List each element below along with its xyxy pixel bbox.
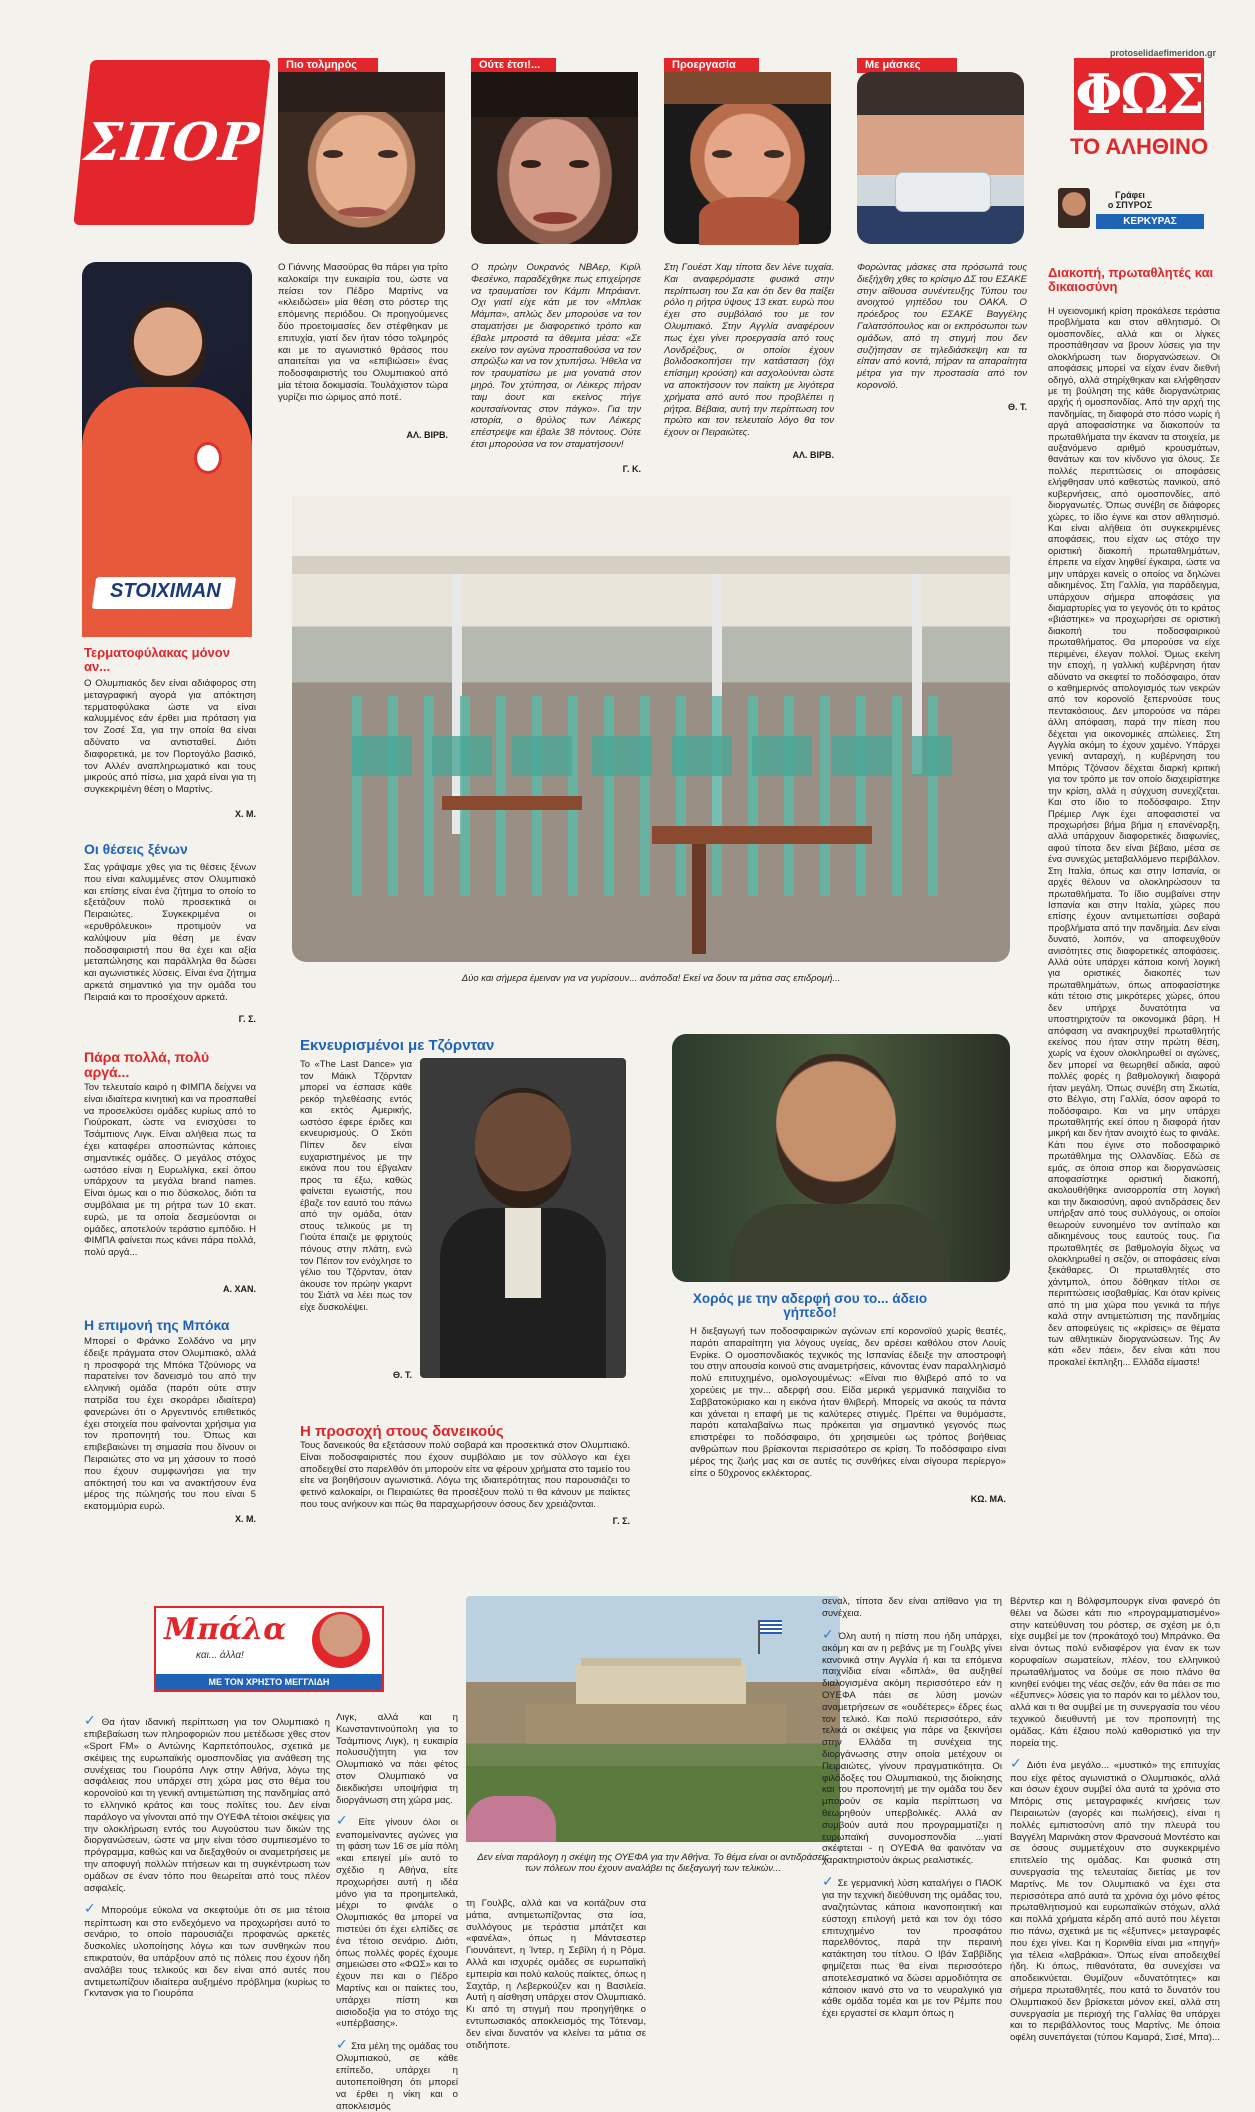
- masouras-body: Ο Γιάννης Μασούρας θα πάρει για τρίτο καλοκαίρι την ευκαιρία του, ώστε να πείσει τον Πέδρο Μαρτίνς να «κλειδώσει» μία θέση στο ρόστερ της επόμενης περιόδου. Οι προηγούμενες δύο προετοιμασίες δεν στέφθηκαν με επιτυχία, γιατί δεν ήταν τόσο τολμηρός και με το αγωνιστικό θράσος που απαιτείται για να «επιβιώσει» ένας ποδοσφαιριστής του Ολυμπιακού από μία τέτοια δοκιμασία. Τουλάχιστον τώρα γυρίζει πιο ώριμος από ποτέ.: [278, 262, 448, 403]
- masks-signature: Θ. Τ.: [1007, 402, 1027, 412]
- goalkeeper-headline: Τερματοφύλακας μόνον αν...: [84, 645, 230, 674]
- mpala-p4: Είτε γίνουν όλοι οι εναπομείναντες αγώνες για τη φάση των 16 σε μία πόλη «και επειγεί μί» αυτό το σχέδιο η Αθήνα, είτε προχωρήσει αυτή η ιδέα μόνο για τα προημιτελικά, μέχρι το φινάλε ο Ολυμπιακός θα μπορεί να πιστεύει ότι έχει ελπίδες σε ένα τέτοιο σενάριο. Διότι, όπως πολλές φορές έχουμε σημειώσει στο «ΦΩΣ» και το έχουν πει και ο Πέδρο Μαρτίνς και οι παίκτες του, υπάρχει πίστη και αισιοδοξία για το στόχο της «υπέρβασης».: [336, 1817, 458, 2030]
- ward-signature: ΑΛ. ΒΙΡΒ.: [792, 450, 834, 460]
- ward-photo: [664, 72, 831, 244]
- check-icon: ✓: [84, 1900, 99, 1917]
- mpala-logo-sub: και... άλλα!: [196, 1650, 244, 1661]
- mpala-p2: Μπορούμε εύκολα να σκεφτούμε ότι σε μια τέτοια περίπτωση και στο ενδεχόμενο να προχωρήσει αυτό το σενάριο, το οποίο παρουσιάζει προφανώς αρκετές δυσκολίες υλοποίησης λόγω και των συνθηκών που επικρατούν, θα υπάρξουν από τις πόλεις που έχουν ήδη αναλάβει τους τελικούς και δεν είναι από αυτές που αντιμετωπίζουν ιδιαίτερα αυξημένο πρόβλημα (κυρίως το Γκντανσκ για το Γιουρόπα: [84, 1905, 331, 2000]
- foreigners-signature: Γ. Σ.: [238, 1014, 256, 1024]
- jordan-signature: Θ. Τ.: [392, 1370, 412, 1380]
- meggidis-avatar: [312, 1612, 370, 1668]
- masouras-signature: ΑΛ. ΒΙΡΒ.: [406, 430, 448, 440]
- goalkeeper-body: Ο Ολυμπιακός δεν είναι αδιάφορος στη μεταγραφική αγορά για απόκτηση τερματοφύλακα ώστε να είναι καλυμμένος εάν έρθει μια πρόταση για τον Ζοσέ Σα, για την οποία θα είναι αδύνατο να αντισταθεί. Διότι διαφορετικά, με τον Πορτογάλο βασικό, τον Αλλέν αναπληρωματικό και τους μικρούς από πίσω, μια χαρά είναι για τη συγκεκριμένη θέση ο Μαρτίνς.: [84, 678, 256, 796]
- sport-section-logo: [73, 60, 270, 225]
- ward-body: Στη Γουέστ Χαμ τίποτα δεν λένε τυχαία. Και αναφερόμαστε φυσικά στην περίπτωση του Σα και ότι δεν θα παίξει ρόλο η ρήτρα ύψους 13 εκατ. ευρώ που έχει στο συμβόλαιό του με τον Ολυμπιακό. Στην Αγγλία αναφέρουν πως έχει γίνει προεργασία από τους Λονδρέζους, οι οποίοι έχουν βολιδοσκοπήσει την κατάσταση (όχι επίσημη κρούση) και ασχολούνται ώστε να αποκτήσουν τον παίκτη με λιγότερα χρήματα από αυτό που προβλέπει η ρήτρα. Βέβαια, αυτή την περίπτωση τον πρώτο και τον τελευταίο λόγο θα τον έχουν οι Πειραιώτες.: [664, 262, 834, 439]
- tag-proergasia: Προεργασία: [664, 58, 759, 73]
- foreigners-headline: Οι θέσεις ξένων: [84, 841, 188, 857]
- fimpa-signature: Α. ΧΑΝ.: [222, 1284, 256, 1294]
- enrique-headline: Χορός με την αδερφή σου το... άδειο γήπεδο!: [692, 1291, 928, 1321]
- mpala-logo-box: [154, 1606, 384, 1692]
- kerkyras-avatar: [1058, 188, 1090, 228]
- mpala-p6: σεναλ, τίποτα δεν είναι απίθανο για τη συνέχεια.: [822, 1596, 1002, 1619]
- mpala-logo-main: Μπάλα: [164, 1612, 287, 1647]
- mpoka-signature: Χ. Μ.: [234, 1514, 256, 1524]
- jordan-photo: [420, 1058, 626, 1378]
- mpala-p10: Διότι ένα μεγάλο... «μυστικό» της επιτυχίας που είχε φέτος αγωνιστικά ο Ολυμπιακός, αλλά και όσων έχουν συμβεί όλα αυτά τα χρόνια στο Μπόρις στις μεταγραφικές κινήσεις των Πειραιωτών (αγορές και πωλήσεις), είναι η πολλές εμπιστοσύνη από την πλευρά του Βαγγέλη Μαρινάκη στον Φρανσουά Μοντέστο και σε όσους συμμετέχουν στο συγκεκριμένο επιτελείο της ομάδας. Και φυσικά στη συνεργασία της τελευταίας διετίας με τον Μαρτίνς. Με τον Ολυμπιακό να έχει στα περισσότερα από αυτά τα χρόνια όχι μόνο φέτος πρωταθλητισμού και ευρωπαϊκών στόχων, αλλά και πολλά χρήματα κέρδη από αυτό που λέγεται πιο πάνω, σχετικά με τις «έξυπνες» μεταγραφές που έχει γίνει. Και η Κορινθία είναι μια «πηγή» για τέλεια «λαβράκια». Όπως είναι αποδειχθεί ήδη. Κι όπως, πιθανότατα, θα συνεχίσει να αποδεικνύεται. Θυμίζουν «δυνατότητες» και σήμερα πρωταθλητές, που κατά το δυνατόν του Ολυμπιακού δεν βρίσκεται μόνον εκεί, αλλά στη συνεργασία με περιοχή της Γαλλίας θα υπάρχει και το περιβάλλοντος τους Μαρτίνς. Με όποια οφέλη συνεπάγεται (τύπου Καμαρά, Σισέ, Μπα)...: [1010, 1760, 1220, 2044]
- enrique-signature: ΚΩ. ΜΑ.: [970, 1494, 1006, 1504]
- feshenko-signature: Γ. Κ.: [622, 464, 641, 474]
- masks-body: Φορώντας μάσκες στα πρόσωπά τους διεξήχθη χθες το κρίσιμο ΔΣ του ΕΣΑΚΕ στην αίθουσα συνέντευξης Τύπου του ανοιχτού γηπέδου του ΟΑΚΑ. Ο πρόεδρος του ΕΣΑΚΕ Βαγγέλης Γαλατσόπουλος και οι εκπρόσωποι των ομάδων, από τη στιγμή που δεν συζήτησαν σε τηλεδιάσκεψη και τα είπαν από κοντά, πήραν τα απαραίτητα μέτρα για την προστασία από τον κορονοϊό.: [857, 262, 1027, 391]
- acropolis-photo: [466, 1596, 840, 1842]
- check-icon: ✓: [336, 1812, 356, 1829]
- loans-body: Τους δανεικούς θα εξετάσουν πολύ σοβαρά και προσεκτικά στον Ολυμπιακό. Είναι ποδοσφαιριστές που έχουν συμβόλαιο με τον σύλλογο και έχει αποδειχθεί στο παρελθόν ότι μπορούν είτε να φέρουν χρήματα στο ταμείο του είτε να βοηθήσουν αγωνιστικά. Λόγω της ιδιαιτερότητας που παρουσιάζει το φετινό καλοκαίρι, οι Πειραιώτες θα προσέξουν πολύ τι θα κάνουν με παίκτες που τους ανήκουν και πώς θα παραχωρήσουν όσους δεν χρειάζονται.: [300, 1440, 630, 1510]
- martins-photo: STOIXIMAN: [82, 262, 252, 637]
- fos-logo-box: [1074, 58, 1204, 130]
- mpala-p9: Βέρντερ και η Βόλφσμπουργκ είναι φανερό ότι θέλει να δώσει κάτι πιο «προγραμματισμένο» στην κατεύθυνση του ρόστερ, σε σχέση με ό,τι είχε συμβεί με τον (προκάτοχό του) Μπράνκο. Θα είναι όντως πολύ ενδιαφέρον για έναν εκ των κορυφαίων σωματείων, πλέον, του ελληνικού πρωταθλήματος να δούμε σε ποιο πλάνο θα κινηθεί ενόψει της νέας σεζόν, εάν θα πάει σε πιο «έξυπνες» λύσεις για το παρόν και το μέλλον του, αλλά και τι θα συμβεί με τη συνεργασία του νέου τεχνικού διευθυντή με τον προπονητή της ομάδας. Κάτι έξαιου πολύ καθοριστικό για την πορεία της.: [1010, 1596, 1220, 1749]
- byline-label: Γράφει: [1115, 190, 1145, 200]
- sport-logo-text: ΣΠΟΡ: [81, 112, 263, 173]
- tag-me-maskes: Με μάσκες: [857, 58, 957, 73]
- check-icon: ✓: [336, 2036, 349, 2053]
- fos-byline-box: [1058, 186, 1213, 232]
- jordan-body: Το «The Last Dance» για τον Μάικλ Τζόρνταν μπορεί να έσπασε κάθε ρεκόρ τηλεθέασης εντός και εκτός Αμερικής, ωστόσο έφερε έριδες και εκνευρισμούς. Ο Σκότι Πίπεν δεν είναι ευχαριστημένος με την εικόνα που του έβγαλαν προς τα έξω, καθώς φαίνεται εγωιστής, που έβαζε τον εαυτό του πάνω από την ομάδα, όταν στους τελικούς με τη Γιούτα έπαιζε με φριχτούς πόνους στην πλάτη, ενώ τον Πέιτον τον ενόχλησε το γέλιο του Τζόρνταν, όταν άκουσε τον πρώην γκαρντ του Σιάτλ να λέει πως τον είχε δυσκολέψει.: [300, 1058, 412, 1312]
- tag-tolmiros: Πιο τολμηρός: [278, 58, 378, 73]
- fos-body: Η υγειονομική κρίση προκάλεσε τεράστια προβλήματα και στον αθλητισμό. Οι ομοσπονδίες, αλλά και οι λίγκες προσπάθησαν να βρουν λύσεις για την ολοκλήρωση των διοργανώσεων. Οι αποφάσεις μπορεί να είχαν έναν διεθνή οδηγό, αλλά στηρίχθηκαν και ελήφθησαν με τη βούληση της κάθε διοργανώτριας αρχής ή ομοσπονδίας. Από την αρχή της πανδημίας, τη διαφορά στο πόσο νωρίς ή αργά αποφασίστηκε να διακοπούν τα πρωταθλήματα την έκαναν τα στοιχεία, με αυξανόμενο αριθμό κρουσμάτων, θανάτων και τον κίνδυνο για όλους. Σε πολλές περιπτώσεις οι αποφάσεις ελήφθησαν υπό καθεστώς πανικού, από κυβερνήσεις, από ομοσπονδίες, από διοργανωτές. Όπως συνέβη σε διάφορες χώρες, το ίδιο έγινε και στον αθλητισμό. Και είναι αλήθεια ότι συγκεκριμένες αποφάσεις, που είχαν ως στόχο την οριστική διακοπή πρωταθλημάτων, έπρεπε να είχαν ληφθεί έγκαιρα, ώστε να μην υπάρχει κανείς ο οποίος να δηλώνει αδικημένος. Στη Γαλλία, για παράδειγμα, υπάρχουν σήμερα αποφάσεις για διαμαρτυρίες για το γεγονός ότι το κράτος «βιάστηκε» να προχωρήσει σε οριστική διακοπή του ποδοσφαιρικού πρωταθλήματος. Θα μπορούσε να είχε περιμένει, έλεγαν πολλοί. Όμως εκείνη την εποχή, η γαλλική κυβέρνηση ήταν αδύνατο να σκεφτεί το ποδόσφαιρο, όταν ο καθημερινός απολογισμός των νεκρών από τον κορονοϊό ξεπερνούσε τους πεντακόσιους. Δεν μπορούσε να πάρει άλλη απόφαση, παρά την πίεση που δέχεται για οικονομικές απώλειες. Στη Αγγλία ακόμη το έχουν χαμένο. Υπάρχει γενική ανταραχή, η κυβέρνηση του Μπόρις Τζόνσον δέχεται διαρκή κριτική για τον τρόπο με τον οποίο διαχειρίστηκε την κρίση, αλλά η σύγχυση συνεχίζεται. Και στο ίδιο το ποδόσφαιρο. Στην Πρέμιερ Λιγκ έχει αποφασιστεί να προχωρήσει βήμα βήμα η επανέναρξη, αλλά υπάρχουν διαφορετικές διαφωνίες, αφού τίποτα δεν είναι βέβαιο, μέσα σε ένα συνεχώς μεταβαλλόμενο περιβάλλον. Στη Ιταλία, όπως και στην Ισπανία, οι αρχές θέλουν να ολοκληρώσουν τα πρωταθλήματα. Το ίδιο συμβαίνει στην Ισπανία και στην Ιταλία, χώρες που επίσης έχουν αντιμετωπίσει σοβαρά προβλήματα από την πανδημία. Δεν είναι δυνατό, λοιπόν, να αποφευχθούν ανισότητες στις διαφορετικές αποφάσεις. Αλλά ούτε υπάρχει κάποια κοινή λογική για οριστικές διακοπές των πρωταθλημάτων, όπως αποφασίστηκε κάτι τέτοιο στις μικρότερες χώρες, όπου δεν υπήρχε δυνατότητα να υποστηριχτούν τα οικονομικά βάρη. Η απόφαση να ανακηρυχθεί πρωταθλητής εκείνος που ήταν στην πρώτη θέση, χωρίς να έχουν ολοκληρωθεί οι αγώνες, δεν μπορεί να θεωρηθεί αδικία, αφού πολλές φορές η βαθμολογική διαφορά ήταν μεγάλη. Όπως συνέβη στη Σκωτία, στο Βέλγιο, στη Γαλλία, όσον αφορά το ποδόσφαιρο. Και να μην υπάρχει πρωταθλητής εκεί όπου η διαφορά ήταν μικρή και δεν ήταν ανοιχτό έως το φινάλε. Κάτι που έγινε στο ποδοσφαιρικό πρωτάθλημα της Ολλανδίας. Εδώ σε εμάς, σε όποια σπορ και διοργανώσεις αποφασίστηκε οριστική διακοπή, ακολουθήθηκε ανισορροπία στη λογική και την δικαιοσύνη, αφού αντιδράσεις δεν υπήρξαν από τους συλλόγους, οι οποίοι θεωρούν ευνοημένο τον αντίπαλο και αδικημένους τους εαυτούς τους. Για πρωταθλητές σε βαθμολογία δίχως να ολοκληρωθεί η σεζόν, οι αποφάσεις είναι ξεκάθαρες. Οι πρωταθλητές στο χάντμπολ, όπου δόθηκαν τίτλοι σε περιπτώσεις ισοβαθμίας. Και όταν κρίνεις από τη μια χώρα που γενικά τα πήγε καλά στην αντιμετώπιση της πανδημίας δεν αποφεύγεις τις «κρίσεις» σε θέματα των αθλητικών διοργανώσεων. Της Αν κάτι «δεν πάει», δεν είναι κάτι που προκαλεί έκπληξη... Ελλάδα είμαστε!: [1048, 306, 1220, 1367]
- mpala-p7: Όλη αυτή η πίστη που ήδη υπάρχει, ακόμη και αν η ρεβάνς με τη Γουλβς γίνει κανονικά στην Αγγλία ή και τα επόμενα παιχνίδια είναι «διπλά», θα αυξηθεί διαλογισμένα ακόμη περισσότερο εάν η ΟΥΕΦΑ πάει σε λύση μονών αναμετρήσεων σε «ουδέτερες» έδρες έως τον τελικό. Και πολύ περισσότερο, εάν τελικά οι σκέψεις για πάρε να ξεκινήσει στην Ελλάδα τη συνέχεια της διοργάνωσης στην οποία μετέχουν οι Πειραιώτες, γίνουν πραγματικότητα. Οι φιλόδοξες του Ολυμπιακού, της διοίκησης και του προπονητή με την ομάδα του δεν μπορούν σε καμία περίπτωση να θεωρηθούν υπερβολικές. Αλλά αν συμβούν αυτά που προγραμματίζει η ευρωπαϊκή συνομοσπονδία ...γιατί σκέφτεται - η ΟΥΕΦΑ θα φαινόταν να χαρακτηριστούν άκρως ρεαλιστικές.: [822, 1630, 1003, 1867]
- loans-headline: Η προσοχή στους δανεικούς: [300, 1423, 504, 1440]
- check-icon: ✓: [1010, 1755, 1024, 1772]
- check-icon: ✓: [822, 1872, 835, 1889]
- check-icon: ✓: [84, 1712, 99, 1728]
- mpala-p5: Στα μέλη της ομάδας του Ολυμπιακού, σε κάθε επίπεδο, υπάρχει η αυτοπεποίθηση ότι μπορεί να έρθει η νίκη και ο αποκλεισμός: [336, 2041, 458, 2112]
- byline-name: ο ΣΠΥΡΟΣ: [1107, 200, 1153, 211]
- mpala-col4: [822, 1596, 1002, 2084]
- loans-signature: Γ. Σ.: [612, 1516, 630, 1526]
- feshenko-body: Ο πρώην Ουκρανός ΝΒΑερ, Κιρίλ Φεσένκο, παραδέχθηκε πως επιχείρησε να τραυματίσει τον Κάμπι Μπράιαντ. Οχι γιατί είχε κάτι με τον «Μπλακ Μάμπα», απλώς δεν μπορούσε να τον σταματήσει με διαφορετικό τρόπο και έβαλε μπροστά τα άθεμιτα μέσα: «Σε εκείνο τον αγώνα προσπαθούσα να τον σπρώξω και να τον χτυπήσω. Ήθελα να τον τραυματίσω με μια γονατιά στον μηρό. Τον χτύπησα, οι Λέικερς πήραν ταιμ άουτ και εκείνος πήγε κουτσαίνοντας στον πάγκο». Για την ιστορία, ο θρύλος των Λέικερς επέστρεψε και έβαλε 38 πόντους. Ούτε έτσι μπορούσα να τον σταματήσουν!: [471, 262, 641, 450]
- mpala-p1: Θα ήταν ιδανική περίπτωση για τον Ολυμπιακό η επιβεβαίωση των πληροφοριών που μετέδωσε χθες στον «Sport FM» ο Αντώνης Καρπετόπουλος, σχετικά με σκέψεις της ευρωπαϊκής ομοσπονδίας για ανάθεση της συνέχειας του Γιουρόπα Λιγκ στην Αθήνα, λόγω της ασφάλειας που υπάρχει στη χώρα μας στο θέμα του κορονοϊού και τη γενική αντιμετώπιση της πανδημίας από το ελληνικό κράτος και τους πολίτες του. Δεν είναι παράλογο να γίνονται από την ΟΥΕΦΑ τέτοιοι σκέψεις για την ολοκλήρωση εντός του Αυγούστου των δικών της διοργανώσεων, ώστε να μην είναι τόσο συμπιεσμένο το πρόγραμμα, καθώς και να διεξαχθούν οι αναμετρήσεις με την αποφυγή πολλών πτήσεων και τη συγκέντρωση των ομάδων σε έναν τόπο που θεωρείται από τους πλέον ασφαλείς.: [84, 1717, 331, 1894]
- mpala-col1: [84, 1712, 330, 2082]
- acropolis-caption: Δεν είναι παράλογη η σκέψη της ΟΥΕΦΑ για την Αθήνα. Το θέμα είναι οι αντιδράσεις των πόλεων που έχουν αναλάβει τις διεξαγωγή των τελικών...: [477, 1852, 829, 1874]
- mpoka-body: Μπορεί ο Φράνκο Σολδάνο να μην έδειξε πράγματα στον Ολυμπιακό, αλλά η προσφορά της Μπόκα Τζούνιορς να παρατείνει τον δανεισμό του από την ελληνική ομάδα (παρότι ούτε στην πατρίδα του έχει σκοράρει ιδιαίτερα) φανερώνει ότι ο Αργεντινός επιθετικός έχει στοιχεία που φαίνονται χρήσιμα για τον προπονητή του. Όπως και επιβεβαιώνει τη σημασία που δίνουν οι Πειραιώτες στο να μη χάσουν το ποσό που έχουν συμφωνήσει για την απόκτησή του και να ανακτήσουν ένα μέρος της πώλησής του που είναι 5 εκατομμύρια ευρώ.: [84, 1336, 256, 1513]
- mask-meeting-photo: [857, 72, 1024, 244]
- watermark: protoselidaefimeridon.gr: [1110, 48, 1217, 58]
- foreigners-body: Σας γράψαμε χθες για τις θέσεις ξένων που είναι καλυμμένες στον Ολυμπιακό και επίσης είναι ένα ζήτημα το οποίο το εξετάζουν πολύ προσεκτικά οι Πειραιώτες. Συγκεκριμένα οι «ερυθρόλευκοι» προτιμούν να καλύψουν μία θέση με έναν ποδοσφαιριστή που θα έχει και αξία μεταπώλησης και παράλληλα θα δώσει και αγωνιστικές λύσεις. Είναι ένα ζήτημα αρκετά σημαντικό για την ομάδα του Πειραιά και το προσέχουν αρκετά.: [84, 862, 256, 1003]
- mpala-col5: [1010, 1596, 1220, 2084]
- enrique-photo: [672, 1034, 1010, 1282]
- mpala-col2: [336, 1712, 458, 2112]
- jordan-headline: Εκνευρισμένοι με Τζόρνταν: [300, 1037, 495, 1054]
- mpala-p8: Σε γερμανική λύση καταλήγει ο ΠΑΟΚ για την τεχνική διεύθυνση της ομάδας του, αναζητώντας κάποια ικανοποιητική και εύστοχη επιλογή μετά και τον όχι τόσο επιτυχημένο τον προσφάτου παρελθόντος, παρά την περαινή κατάκτηση του τίτλου. Ο Ιβάν Σαββίδης φημίζεται πως θα είναι περισσότερο αποτελεσματικό να δώσει αρμοδιότητα σε κάποιον ικανό στο να το νευραλγικό για κάθε ομάδα τομέα και με τον Ρέμπε που έχει εργαστεί σε κλαμπ όπως η: [822, 1877, 1003, 2020]
- byline-surname: ΚΕΡΚΥΡΑΣ: [1096, 214, 1204, 229]
- feshenko-photo: [471, 72, 638, 244]
- fos-logo: ΦΩΣ: [1075, 62, 1203, 126]
- check-icon: ✓: [822, 1625, 836, 1642]
- tag-oute-etsi: Ούτε έτσι!...: [471, 58, 556, 73]
- goalkeeper-signature: Χ. Μ.: [234, 809, 256, 819]
- cafe-caption: Δύο και σήμερα έμειναν για να γυρίσουν... ανάποδα! Εκεί να δουν τα μάτια σας επιδρομή...: [461, 973, 841, 984]
- mpala-byline: ΜΕ ΤΟΝ ΧΡΗΣΤΟ ΜΕΓΓΛΙΔΗ: [156, 1674, 382, 1690]
- fimpa-headline: Πάρα πολλά, πολύ αργά...: [84, 1049, 210, 1080]
- enrique-body: Η διεξαγωγή των ποδοσφαιρικών αγώνων επί κορονοϊού χωρίς θεατές, παρότι απαραίτητη για λόγους υγείας, δεν αρέσει καθόλου στον Λουίς Ενρίκε. Ο ομοσπονδιακός τεχνικός της Ισπανίας έδειξε την αποστροφή του στην απουσία κοινού στις αναμετρήσεις, κάνοντας έναν παραλληλισμό πολύ επιτυχημένο, ομολογουμένως: «Είναι πιο θλιβερό από το να χορεύεις με την... αδερφή σου. Είδα μερικά γερμανικά παιχνίδια το Σαββατοκύριακο και η εικόνα ήταν θλιβερή. Μπορείς να ακούς τα πάντα και χάνεται η επαφή με τις καλύτερες στιγμές. Πρέπει να θυμόμαστε, παρότι καταλαβαίνω πως πρόκειται για σημαντικό γεγονός πως επιστρέφει το ποδόσφαιρο, ότι χρησιμεύει ως τρόπος βοήθειας ανθρώπων που βρίσκονται περισσότερο σε κρίση. Το ποδόσφαιρο είναι μέρος της ζωής μας και σε αυτές τις συνθήκες είναι σίγουρα περίεργο» είπε ο 50χρονος εκλέκτορας.: [690, 1326, 1006, 1479]
- cafe-chairs-photo: [292, 496, 1010, 962]
- mpoka-headline: Η επιμονή της Μπόκα: [84, 1317, 230, 1333]
- fos-headline: Διακοπή, πρωταθλητές και δικαιοσύνη: [1048, 265, 1214, 294]
- mpala-p3: Λιγκ, αλλά και η Κωνσταντινούπολη για το Τσάμπιονς Λιγκ), η ευκαιρία πολυσυζήτητη για τον Ολυμπιακό να πάει φέτος στον Ολυμπιακό να διεκδικήσει υποψήφια τη διοργάνωση στη χώρα μας.: [336, 1712, 458, 1806]
- fimpa-body: Τον τελευταίο καιρό η ΦΙΜΠΑ δείχνει να είναι ιδιαίτερα κινητική και να προσπαθεί να προσελκύσει ομάδες κυρίως από το Γιούροκαπ, ώστε να ενισχύσει το Τσάμπιονς Λιγκ. Είναι αλήθεια πως τα έχει καταφέρει αποσπώντας κάποιες σημαντικές ομάδες. Ο μεγάλος στόχος ωστόσο είναι η Ευρωλίγκα, εκεί όπου υπάρχουν τα μεγάλα brand names. Είναι όμως και ο πιο δύσκολος, διότι τα συμβόλαια με τη ρήτρα των 10 εκατ. ευρώ, με τα οποία δεσμεύονται οι ομάδες, αποτελούν τεράστιο εμπόδιο. Η ΦΙΜΠΑ φαίνεται πως κάνει πάρα πολλά, πολύ αργά...: [84, 1082, 256, 1259]
- mpala-col3: τη Γουλβς, αλλά και να κοιτάζουν στα μάτια, αντιμετωπίζοντας στα ίσα, συλλόγους με τεράστια μπάτζετ και «φανέλα», όπως η Μάντσεστερ Γιουνάιτεντ, η Ίντερ, η Σεβίλη ή η Ρόμα. Αλλά και ισχυρές ομάδες σε ευρωπαϊκή εμπειρία και πολύ καλούς παίκτες, όπως η Σαχτάρ, η Λεβερκούζεν και η Βασιλεία. Αυτή η αίσθηση υπάρχει στον Ολυμπιακό. Κι από τη στιγμή που προηγήθηκε ο εντυπωσιακός αποκλεισμός της Τότεναμ, δεν είναι δυνατόν να κλείνει τα μάτια σε οτιδήποτε.: [466, 1898, 646, 2051]
- masouras-photo: [278, 72, 445, 244]
- fos-subtitle: ΤΟ ΑΛΗΘΙΝΟ: [1069, 134, 1209, 159]
